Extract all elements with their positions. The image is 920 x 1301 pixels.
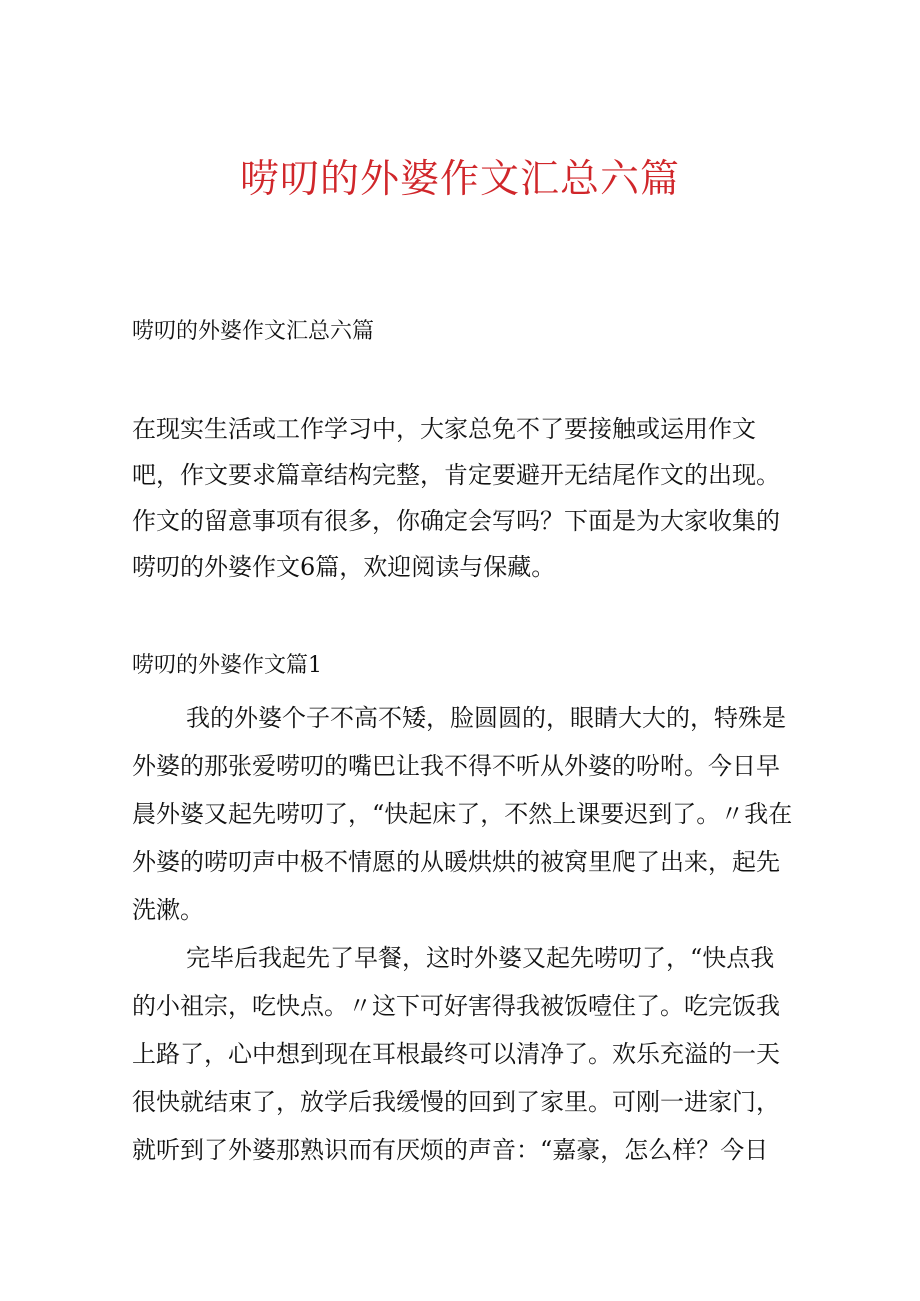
section-heading: 唠叨的外婆作文篇1 bbox=[132, 653, 322, 678]
document-subtitle: 唠叨的外婆作文汇总六篇 bbox=[132, 319, 375, 344]
body-paragraph-2: 完毕后我起先了早餐，这时外婆又起先唠叨了，“快点我的小祖宗，吃快点。〃这下可好害得我被饭噎住了。吃完饭我上路了，心中想到现在耳根最终可以清净了。欢乐充溢的一天很快就结束了，放学后我缓慢的回到了家里。可刚一进家门，就听到了外婆那熟识而有厌烦的声音：“嘉豪，怎么样？今日 bbox=[132, 944, 780, 1164]
body-paragraph-1: 我的外婆个子不高不矮，脸圆圆的，眼睛大大的，特殊是外婆的那张爱唠叨的嘴巴让我不得不听从外婆的吩咐。今日早晨外婆又起先唠叨了，“快起床了，不然上课要迟到了。〃我在外婆的唠叨声中极不情愿的从暖烘烘的被窝里爬了出来，起先洗漱。 bbox=[132, 704, 793, 924]
document-title: 唠叨的外婆作文汇总六篇 bbox=[239, 157, 680, 202]
intro-paragraph: 在现实生活或工作学习中，大家总免不了要接触或运用作文吧，作文要求篇章结构完整，肯定要避开无结尾作文的出现。作文的留意事项有很多，你确定会写吗？下面是为大家收集的唠叨的外婆作文6篇，欢迎阅读与保藏。 bbox=[132, 415, 780, 581]
